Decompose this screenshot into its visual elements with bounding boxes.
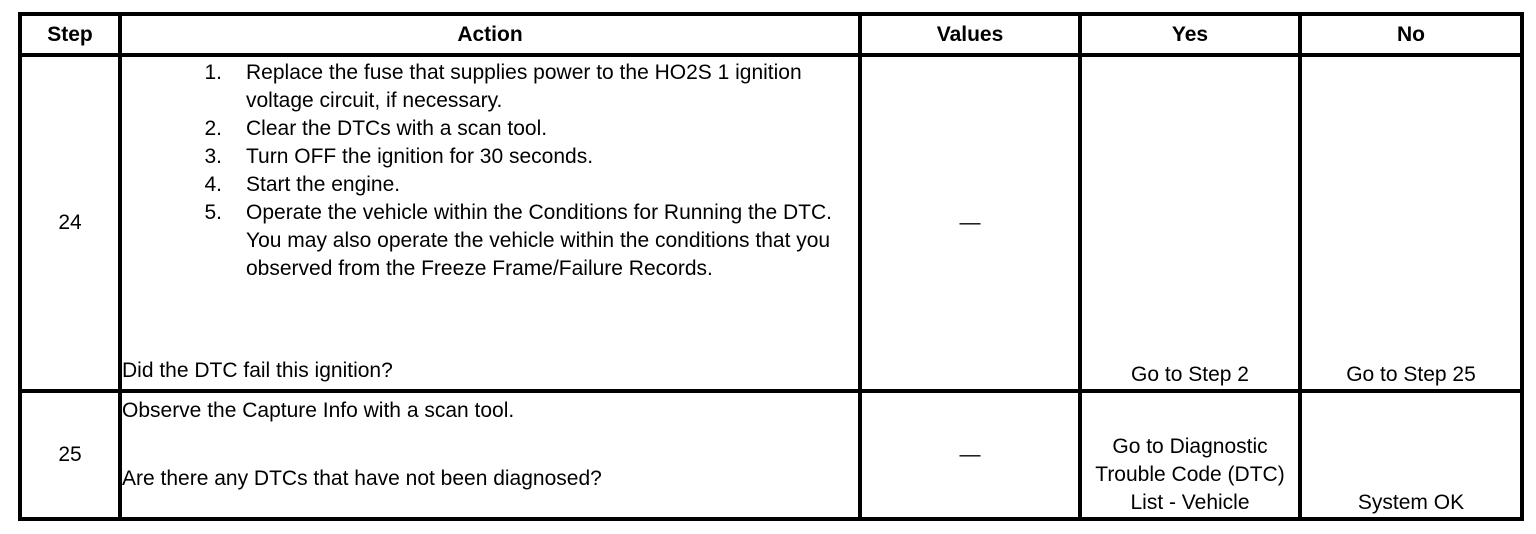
- table-row: [20, 391, 1522, 519]
- action-question: Did the DTC fail this ignition?: [122, 359, 393, 382]
- step-item-number: 1.: [204, 61, 222, 84]
- yes-link-cell: [1080, 391, 1300, 519]
- header-yes: Yes: [1080, 14, 1300, 55]
- step-item-text: Replace the fuse that supplies power to the HO2S 1 ignition voltage circuit, if necessary.: [246, 61, 802, 112]
- step-item-number: 2.: [204, 117, 222, 140]
- step-item-text: Clear the DTCs with a scan tool.: [246, 117, 548, 140]
- diagnostic-table: [18, 12, 1524, 521]
- header-action: Action: [120, 14, 860, 55]
- list-item: [122, 199, 842, 283]
- step-item-text: Turn OFF the ignition for 30 seconds.: [246, 145, 594, 168]
- action-question: Are there any DTCs that have not been diagnosed?: [122, 467, 602, 490]
- values-cell: —: [860, 55, 1080, 391]
- step-item-number: 4.: [204, 173, 222, 196]
- list-item: [122, 59, 842, 115]
- header-step: Step: [20, 14, 120, 55]
- no-link[interactable]: Go to Step 25: [1300, 55, 1522, 391]
- list-item: [122, 115, 842, 143]
- list-item: [122, 171, 842, 199]
- step-item-number: 5.: [204, 201, 222, 224]
- step-item-text: Operate the vehicle within the Conditions for Running the DTC. You may also operate the vehicle within the conditions that you observed from the Freeze Frame/Failure Records.: [246, 201, 832, 280]
- values-cell: —: [860, 391, 1080, 519]
- action-cell: [120, 391, 860, 519]
- step-item-text: Start the engine.: [246, 173, 401, 196]
- step-item-number: 3.: [204, 145, 222, 168]
- yes-link[interactable]: Go to Step 2: [1080, 55, 1300, 391]
- action-cell: [120, 55, 860, 391]
- list-item: [122, 143, 842, 171]
- step-number: 25: [20, 391, 120, 519]
- header-values: Values: [860, 14, 1080, 55]
- table-row: [20, 55, 1522, 391]
- step-number: 24: [20, 55, 120, 391]
- header-row: [20, 14, 1522, 55]
- action-steps-list: [122, 59, 842, 283]
- header-no: No: [1300, 14, 1522, 55]
- yes-link[interactable]: Go to Diagnostic Trouble Code (DTC) List - Vehicle: [1095, 435, 1285, 514]
- no-result: System OK: [1300, 391, 1522, 519]
- action-text: Observe the Capture Info with a scan tool.: [122, 399, 515, 422]
